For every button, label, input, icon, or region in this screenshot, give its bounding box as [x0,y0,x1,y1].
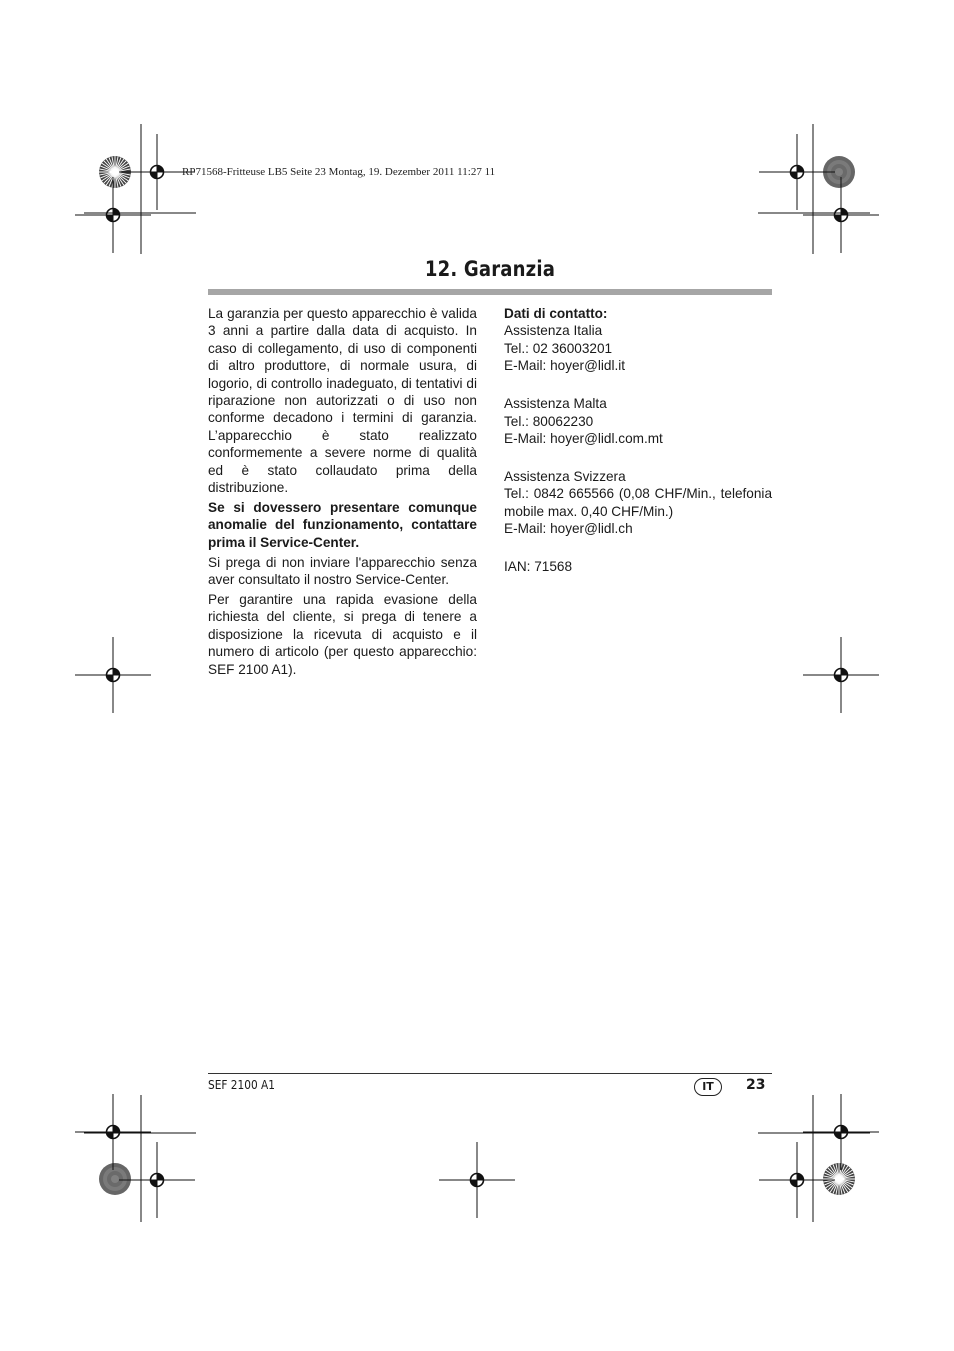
language-badge: IT [694,1078,722,1096]
contact-heading: Dati di contatto: [504,306,608,321]
contact-italia [504,305,772,375]
warranty-paragraph: Si prega di non inviare l'apparecchio senza aver consultato il nostro Service-Center. [208,554,477,588]
warranty-paragraph: Per garantire una rapida evasione della richiesta del cliente, si prega di tenere a disposizione la ricevuta di acquisto e il numero di articolo (per questo apparecchio: SEF 2100 A1). [208,592,477,677]
warranty-column [208,305,477,681]
registration-wheel-icon [99,1163,131,1195]
registration-wheel-icon [823,1163,855,1195]
contact-email: E-Mail: hoyer@lidl.it [504,358,626,374]
contact-malta [504,395,772,447]
contact-svizzera [504,468,772,538]
footer-rule [208,1073,772,1074]
ian-number: IAN: 71568 [504,558,573,574]
service-notice: Se si dovessero presentare comunque anomalie del funzionamento, contattare prima il Service-Center. [208,499,477,550]
contact-name: Assistenza Italia [504,323,603,339]
print-info-line: RP71568-Fritteuse LB5 Seite 23 Montag, 19. Dezember 2011 11:27 11 [182,166,496,178]
page-number: 23 [746,1077,766,1093]
footer-model: SEF 2100 A1 [208,1078,275,1092]
contact-email: E-Mail: hoyer@lidl.ch [504,521,633,537]
contact-phone: Tel.: 0842 665566 (0,08 CHF/Min., telefonia mobile max. 0,40 CHF/Min.) [504,486,772,519]
contact-name: Assistenza Svizzera [504,468,626,484]
page-title: 12. Garanzia [424,257,556,281]
contact-column [504,305,772,575]
contact-email: E-Mail: hoyer@lidl.com.mt [504,430,663,446]
contact-phone: Tel.: 80062230 [504,413,594,429]
contact-phone: Tel.: 02 36003201 [504,340,613,356]
warranty-paragraph: La garanzia per questo apparecchio è valida 3 anni a partire dalla data di acquisto. In caso di collegamento, di uso di componenti di altro produttore, di normale usura, di logorio, di controllo inadeguato, di tentativi di riparazione non autorizzati o di uso non conforme decadono i termini di garanzia. L’apparecchio è stato realizzato conformemente a severe norme di qualità ed è stato collaudato prima della distribuzione. [208,306,477,496]
title-rule [208,289,772,295]
contact-name: Assistenza Malta [504,396,607,412]
